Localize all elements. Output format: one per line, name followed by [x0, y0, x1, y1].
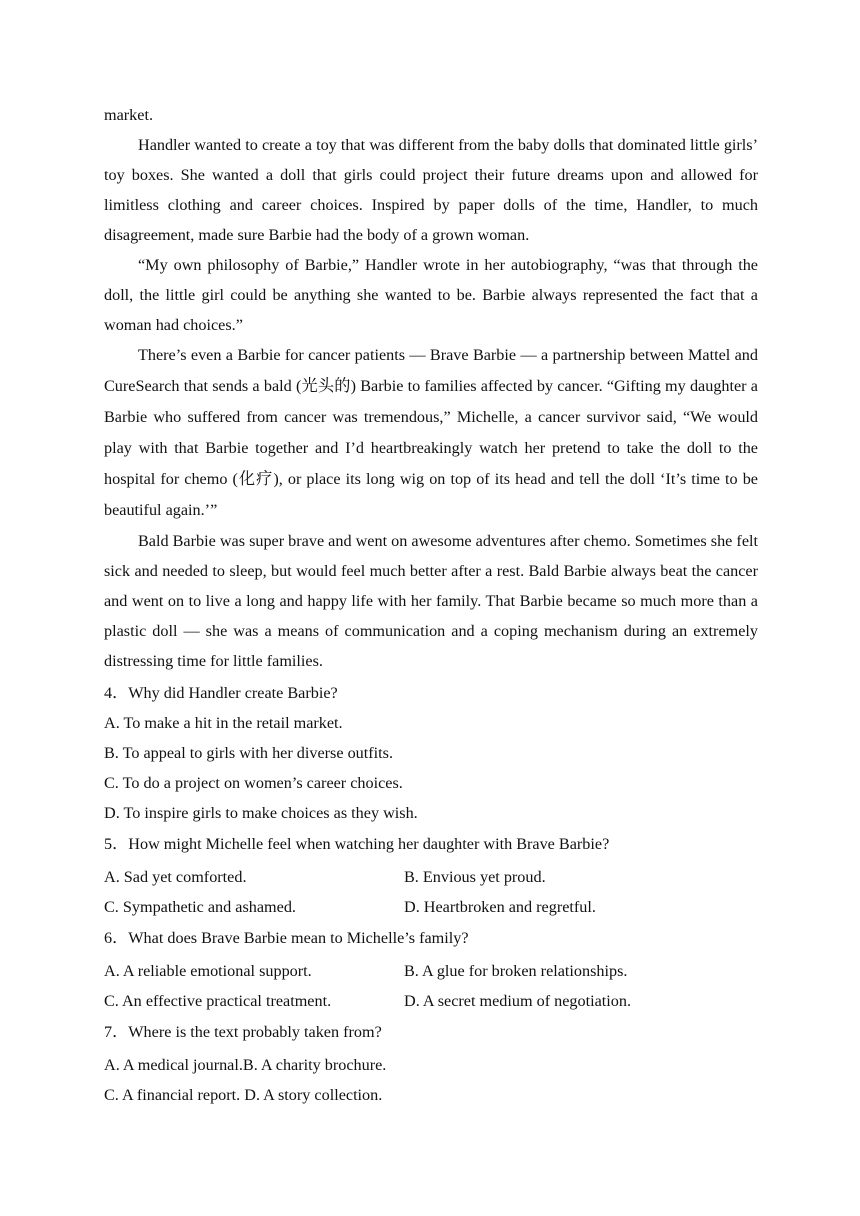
option-b: B. Envious yet proud. [404, 868, 546, 886]
option-row [104, 956, 758, 986]
passage-paragraph-3: There’s even a Barbie for cancer patients — Brave Barbie — a partnership between Mattel and CureSearch that sends a bald (光头的) Barbie to families affected by cancer. “Gifting my daughter a Barbie who suffered from cancer was tremendous,” Michelle, a cancer survivor said, “We would play with that Barbie together and I’d heartbreakingly watch her pretend to take the doll to the hospital for chemo (化疗), or place its long wig on top of its head and tell the doll ‘It’s time to be beautiful again.’” [104, 346, 758, 519]
question-stem: 5．How might Michelle feel when watching her daughter with Brave Barbie? [104, 835, 610, 853]
option-b: B. A charity brochure. [242, 1056, 387, 1074]
question-5 [104, 829, 758, 922]
option-c: C. To do a project on women’s career choices. [104, 774, 403, 792]
option-row [104, 1050, 758, 1080]
question-7 [104, 1017, 758, 1110]
option-a: A. A medical journal. [104, 1056, 243, 1074]
option-b: B. A glue for broken relationships. [404, 962, 628, 980]
option-d: D. Heartbroken and regretful. [404, 898, 596, 916]
question-stem: 6．What does Brave Barbie mean to Michelle’s family? [104, 929, 469, 947]
question-4 [104, 678, 758, 828]
option-row [104, 986, 758, 1016]
document-page [104, 100, 758, 1110]
passage-line-continued: market. [104, 106, 153, 124]
passage-paragraph-4: Bald Barbie was super brave and went on awesome adventures after chemo. Sometimes she felt sick and needed to sleep, but would feel much better after a rest. Bald Barbie always beat the cancer and went on to live a long and happy life with her family. That Barbie became so much more than a plastic doll — she was a means of communication and a coping mechanism during an extremely distressing time for little families. [104, 532, 758, 670]
passage-paragraph-2: “My own philosophy of Barbie,” Handler wrote in her autobiography, “was that through the doll, the little girl could be anything she wanted to be. Barbie always represented the fact that a woman had choices.” [104, 256, 758, 334]
question-6 [104, 923, 758, 1016]
question-stem: 4．Why did Handler create Barbie? [104, 684, 338, 702]
passage-paragraph-1: Handler wanted to create a toy that was different from the baby dolls that dominated little girls’ toy boxes. She wanted a doll that girls could project their future dreams upon and allowed for limitless clothing and career choices. Inspired by paper dolls of the time, Handler, to much disagreement, made sure Barbie had the body of a grown woman. [104, 136, 758, 244]
option-a: A. A reliable emotional support. [104, 962, 312, 980]
option-a: A. To make a hit in the retail market. [104, 714, 343, 732]
question-stem: 7．Where is the text probably taken from? [104, 1023, 382, 1041]
option-c: C. Sympathetic and ashamed. [104, 898, 296, 916]
option-c: C. A financial report. [104, 1086, 245, 1104]
option-row [104, 1080, 758, 1110]
option-d: D. A secret medium of negotiation. [404, 992, 632, 1010]
option-b: B. To appeal to girls with her diverse outfits. [104, 744, 393, 762]
option-row [104, 862, 758, 892]
option-d: D. A story collection. [244, 1086, 383, 1104]
option-c: C. An effective practical treatment. [104, 992, 332, 1010]
option-row [104, 892, 758, 922]
option-a: A. Sad yet comforted. [104, 868, 247, 886]
option-d: D. To inspire girls to make choices as they wish. [104, 804, 418, 822]
